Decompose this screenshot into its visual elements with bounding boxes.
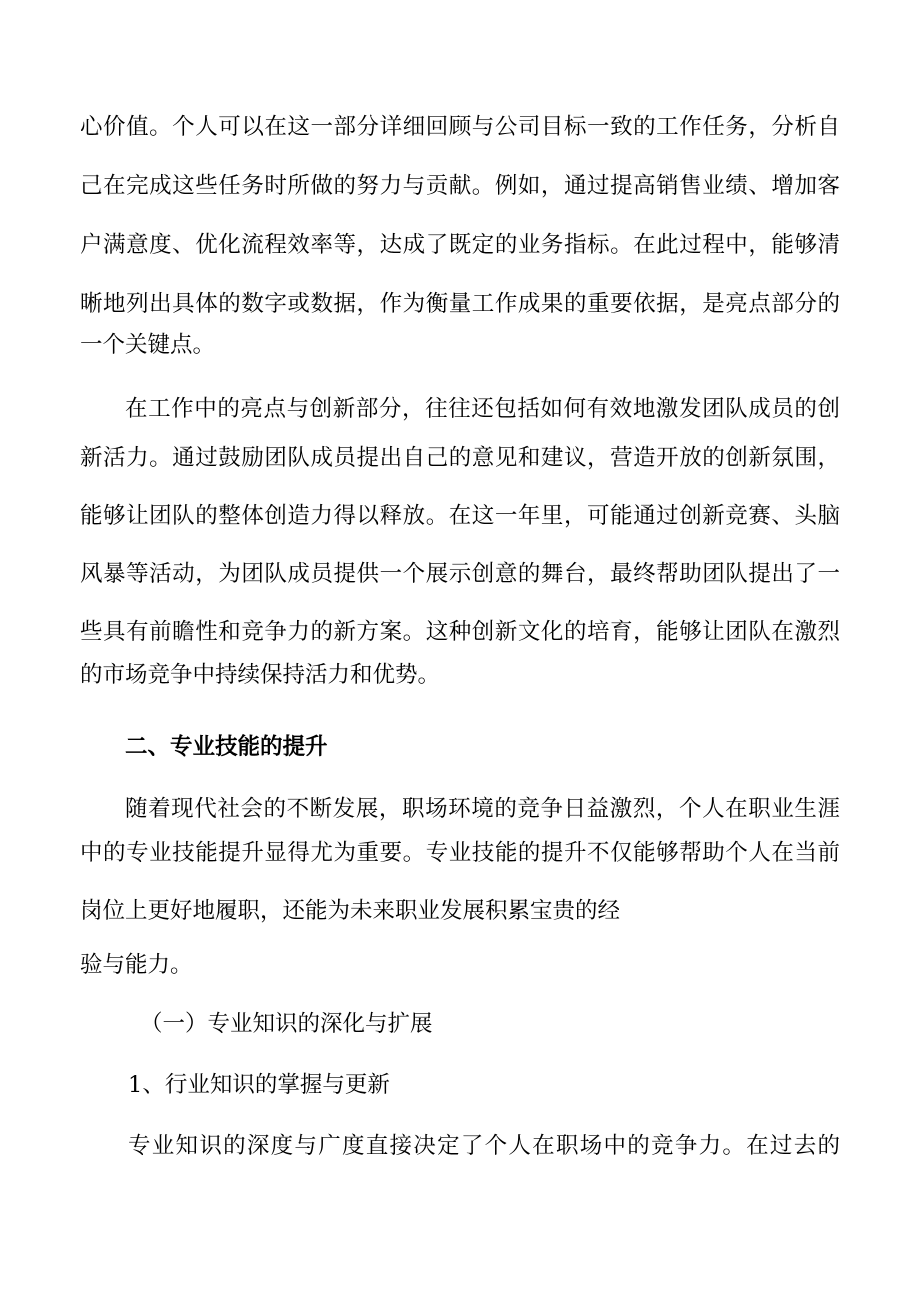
paragraph-line: 户满意度、优化流程效率等，达成了既定的业务指标。在此过程中，能够清	[80, 232, 840, 258]
paragraph-line: 验与能力。	[80, 952, 193, 978]
paragraph-line: 随着现代社会的不断发展，职场环境的竞争日益激烈，个人在职业生涯	[125, 796, 840, 822]
paragraph-line: 己在完成这些任务时所做的努力与贡献。例如，通过提高销售业绩、增加客	[80, 173, 840, 199]
paragraph-line: 些具有前瞻性和竞争力的新方案。这种创新文化的培育，能够让团队在激烈	[80, 619, 840, 645]
paragraph-line: 在工作中的亮点与创新部分，往往还包括如何有效地激发团队成员的创	[125, 396, 840, 422]
subsection-heading: 1、行业知识的掌握与更新	[128, 1072, 390, 1098]
subsection-heading: （一）专业知识的深化与扩展	[140, 1011, 433, 1037]
section-heading: 二、专业技能的提升	[125, 734, 328, 760]
paragraph-line: 新活力。通过鼓励团队成员提出自己的意见和建议，营造开放的创新氛围，	[80, 445, 840, 471]
paragraph-line: 能够让团队的整体创造力得以释放。在这一年里，可能通过创新竞赛、头脑	[80, 503, 840, 529]
paragraph-line: 岗位上更好地履职，还能为未来职业发展积累宝贵的经	[80, 898, 621, 924]
paragraph-line: 专业知识的深度与广度直接决定了个人在职场中的竞争力。在过去的	[128, 1133, 840, 1159]
paragraph-line: 中的专业技能提升显得尤为重要。专业技能的提升不仅能够帮助个人在当前	[80, 840, 840, 866]
paragraph-line: 的市场竞争中持续保持活力和优势。	[80, 662, 441, 688]
paragraph-line: 风暴等活动，为团队成员提供一个展示创意的舞台，最终帮助团队提出了一	[80, 561, 840, 587]
paragraph-line: 一个关键点。	[80, 332, 216, 358]
paragraph-line: 心价值。个人可以在这一部分详细回顾与公司目标一致的工作任务，分析自	[80, 114, 840, 140]
paragraph-line: 晰地列出具体的数字或数据，作为衡量工作成果的重要依据，是亮点部分的	[80, 291, 840, 317]
